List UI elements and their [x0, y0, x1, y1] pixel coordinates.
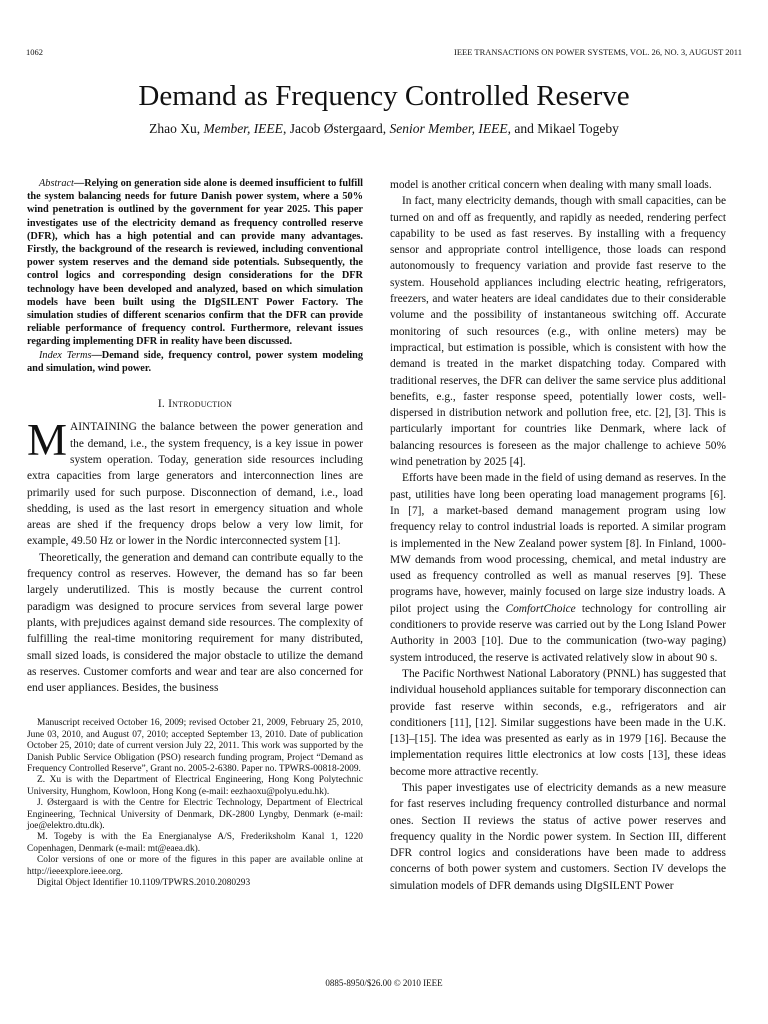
body-paragraph-fast-reserves: In fact, many electricity demands, though with small capacities, can be turned on and off as frequently, and rapidly as needed, rendering perfect capability to be used as fast reserves. By installing with a frequency sensor and appropriate control intelligence, those loads can respond autonomously to frequency variation and provide fast reserve to the system. Household appliances including electric heating, refrigerators, freezers, and water heaters are ideal candidates due to their considerable volume and the possibility of instantaneous switching off. Accurate monitoring of such resources (e.g., with online meters) may be impractical, but estimation is possible, which is consistent with how the demand is treated in the market dispatching today. Compared with traditional reserves, the DFR can deliver the same service plus additional benefits, e.g., faster response speed, potentially lower costs, well-dispersed in distribution network and pollution free, etc. [2], [3]. This is particularly important for countries like Denmark, where lack of balancing resources is foreseen as the major challenge to achieve 50% wind penetration by 2025 [4]. — [390, 195, 726, 469]
author-2: , Jacob Østergaard, — [282, 121, 390, 136]
prior-efforts-text-b: technology for controlling air conditioners to provide reserve was carried out by the Long Island Power Authority in 2003 [10]. Due to the communication (two-way paging) system introduced, the reserve is activated relatively slow in about 90 s. — [390, 602, 726, 664]
abstract-label: Abstract — [39, 178, 74, 189]
footnote-author-ostergaard: J. Østergaard is with the Centre for Electric Technology, Department of Electrical Engineering, Technical University of Denmark, DK-2800 Lyngby, Denmark (e-mail: joe@elektro.dtu.dk). — [27, 798, 363, 832]
body-paragraph-paper-outline: This paper investigates use of electricity demands as a new measure for fast reserves including frequency controlled disturbance and normal ones. Section II reviews the status of active power reserves and frequency quality in the Nordic power system. In Section III, different DFR control logics and considerations have been made to address concerns of both power system and customers. Section IV develops the simulation models of DFR demands using DIgSILENT Power — [390, 781, 726, 892]
page-number: 1062 — [26, 47, 43, 57]
footnote-author-togeby: M. Togeby is with the Ea Energianalyse A/S, Frederiksholm Kanal 1, 1220 Copenhagen, Denmark (e-mail: mt@eaea.dk). — [27, 832, 363, 854]
author-3: , and Mikael Togeby — [507, 121, 619, 136]
footnote-color-versions: Color versions of one or more of the figures in this paper are available online at http://ieeexplore.ieee.org. — [27, 855, 363, 877]
body-paragraph-continued: model is another critical concern when dealing with many small loads. — [390, 179, 712, 191]
intro-paragraph-2: Theoretically, the generation and demand can contribute equally to the frequency control as reserves. However, the demand has so far been largely underutilized. This is mostly because the current control paradigm was designed to procure services from several large power plants, with prejudices against demand side resources. The complexity of fulfilling the real-time monitoring requirement for many distributed, small sized loads, is considered the major obstacle to utilize the demand as reserves. Customer comforts and wear and tear are also concerned for end user appliances. Besides, the business — [27, 551, 363, 695]
copyright-footer: 0885-8950/$26.00 © 2010 IEEE — [325, 978, 443, 988]
abstract-text: —Relying on generation side alone is deemed insufficient to fulfill the system balancing needs for future Danish power system, where a 50% wind penetration is outlined by the government for year 2025. This paper investigates use of the electricity demand as frequency controlled reserve (DFR), which has a high potential and can provide many advantages. Firstly, the background of the research is reviewed, including conventional power system reserves and the demand side potentials. Subsequently, the control logics and corresponding design considerations for the DFR technology have been developed and analyzed, based on which simulation models have been built using the DIgSILENT Power Factory. The simulation studies of different scenarios confirm that the DFR can provide reliable performance of frequency control. Furthermore, relevant issues regarding implementing DFR in reality have been discussed. — [27, 178, 363, 348]
section-numeral: I. — [157, 397, 169, 411]
author-1-role: Member, IEEE — [203, 121, 283, 136]
footnote-author-xu: Z. Xu is with the Department of Electrical Engineering, Hong Kong Polytechnic University, Hunghom, Kowloon, Hong Kong (e-mail: eezhaoxu@polyu.edu.hk). — [27, 775, 363, 797]
section-title: Introduction — [168, 397, 233, 411]
intro-paragraph-1-text: AINTAINING the balance between the power generation and the demand, i.e., the system frequency, is a key issue in power system operation. Today, generation side resources including extra capacities from large generators and interconnection lines are primarily used for such purpose. Disconnection of demand, i.e., load shedding, is used as the last resort in emergency situation and whole areas are shed if the frequency drops below a very low limit, for example, 49.50 Hz or lower in the Nordic interconnected system [1]. — [27, 421, 363, 548]
abstract — [27, 177, 363, 349]
body-paragraph-prior-efforts — [390, 470, 726, 666]
index-terms — [27, 349, 363, 375]
left-column — [27, 177, 363, 889]
journal-name: IEEE TRANSACTIONS ON POWER SYSTEMS, VOL. 26, NO. 3, AUGUST 2011 — [454, 47, 742, 57]
author-line — [0, 120, 768, 138]
section-heading-introduction — [27, 396, 363, 412]
index-terms-text: —Demand side, frequency control, power system modeling and simulation, wind power. — [27, 349, 363, 374]
author-1: Zhao Xu, — [149, 121, 204, 136]
prior-efforts-text-a: Efforts have been made in the field of using demand as reserves. In the past, utilities have long been operating load management programs [6]. In [7], a market-based demand management program using low frequency relay to control industrial loads is reported. A similar program is implemented in the New Zealand power system [8]. In Finland, 1000-MW demands from wood processing, chemical, and metal industry are used as frequency controlled as well as manual reserves [9]. These programs have, however, mainly focused on large size industry loads. A pilot project using the — [390, 472, 726, 615]
footnotes — [27, 718, 363, 889]
running-header — [26, 47, 742, 59]
paper-title: Demand as Frequency Controlled Reserve — [138, 80, 630, 112]
author-2-role: Senior Member, IEEE — [389, 121, 508, 136]
body-paragraph-pnnl: The Pacific Northwest National Laboratory (PNNL) has suggested that individual household appliances suitable for temporary disconnection can provide fast reserve within seconds, e.g., refrigerators and air conditioners [11], [12]. Similar suggestions have been made in the U.K. [13]–[15]. The idea was presented as early as in 1979 [16]. Because the implementation requires little electronics at low costs [13], these ideas become more attractive recently. — [390, 667, 726, 778]
drop-cap: M — [27, 415, 68, 466]
index-terms-label: Index Terms — [39, 349, 92, 361]
footnote-manuscript: Manuscript received October 16, 2009; revised October 21, 2009, February 25, 2010, June 03, 2010, and August 07, 2010; accepted September 13, 2010. Date of publication October 25, 2010; date of current version July 22, 2011. This work was supported by the Danish Public Service Obligation (PSO) research funding program, Project “Demand as Frequency Controlled Reserve”, Grant no. 2005-2-6380. Paper no. TPWRS-00818-2009. — [27, 718, 363, 775]
right-column — [390, 177, 726, 894]
comfortchoice-term: ComfortChoice — [505, 602, 576, 615]
intro-paragraph-1 — [27, 415, 363, 549]
footnote-doi: Digital Object Identifier 10.1109/TPWRS.2010.2080293 — [37, 878, 251, 889]
